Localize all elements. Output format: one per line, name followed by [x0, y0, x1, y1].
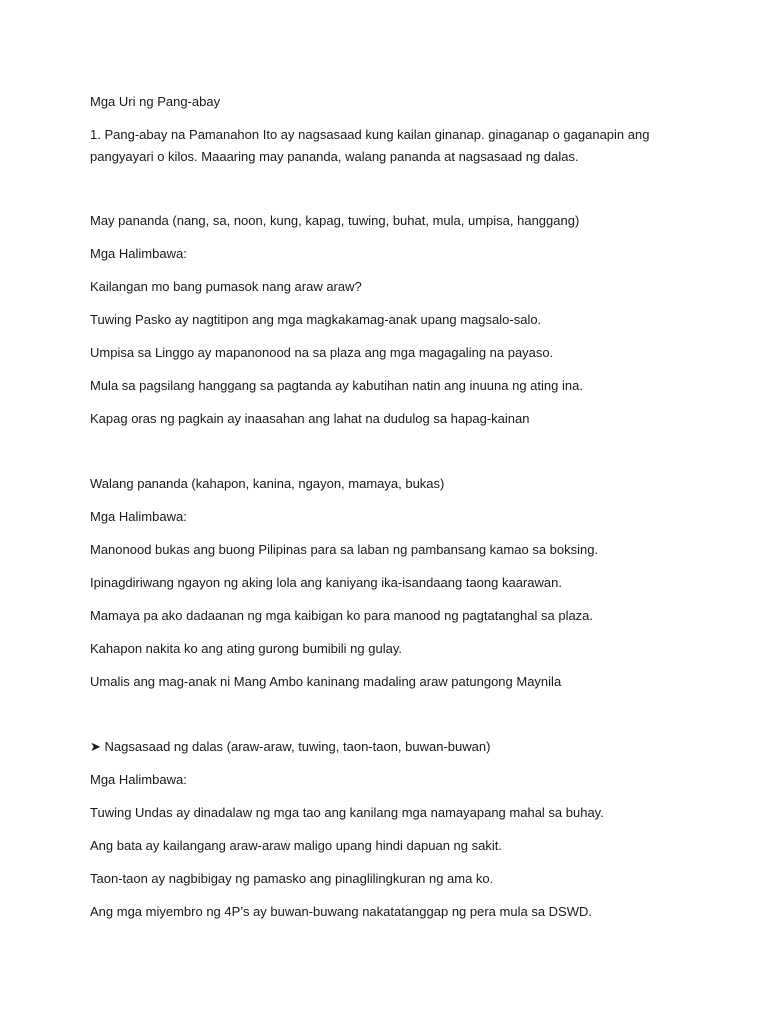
- section1-heading: May pananda (nang, sa, noon, kung, kapag, tuwing, buhat, mula, umpisa, hanggang): [90, 213, 580, 228]
- section1-example: Kapag oras ng pagkain ay inaasahan ang lahat na dudulog sa hapag-kainan: [90, 411, 530, 426]
- section3-heading-row: [90, 739, 490, 755]
- section1-example: Tuwing Pasko ay nagtitipon ang mga magkakamag-anak upang magsalo-salo.: [90, 312, 542, 327]
- section3-example: Tuwing Undas ay dinadalaw ng mga tao ang kanilang mga namayapang mahal sa buhay.: [90, 805, 604, 820]
- section2-examples-label: Mga Halimbawa:: [90, 509, 187, 524]
- intro-line-1: 1. Pang-abay na Pamanahon Ito ay nagsasaad kung kailan ginanap. ginaganap o gaganapin ang: [90, 127, 650, 142]
- section2-example: Ipinagdiriwang ngayon ng aking lola ang kaniyang ika-isandaang taong kaarawan.: [90, 575, 562, 590]
- section3-example: Taon-taon ay nagbibigay ng pamasko ang pinaglilingkuran ng ama ko.: [90, 871, 494, 886]
- section1-example: Mula sa pagsilang hanggang sa pagtanda ay kabutihan natin ang inuuna ng ating ina.: [90, 378, 583, 393]
- section3-example: Ang mga miyembro ng 4P’s ay buwan-buwang nakatatanggap ng pera mula sa DSWD.: [90, 904, 592, 919]
- section2-example: Manonood bukas ang buong Pilipinas para sa laban ng pambansang kamao sa boksing.: [90, 542, 599, 557]
- section2-example: Kahapon nakita ko ang ating gurong bumibili ng gulay.: [90, 641, 402, 656]
- section1-example: Umpisa sa Linggo ay mapanonood na sa plaza ang mga magagaling na payaso.: [90, 345, 554, 360]
- section1-example: Kailangan mo bang pumasok nang araw araw?: [90, 279, 362, 294]
- section3-heading: Nagsasaad ng dalas (araw-araw, tuwing, taon-taon, buwan-buwan): [104, 739, 491, 754]
- intro-line-2: pangyayari o kilos. Maaaring may pananda, walang pananda at nagsasaad ng dalas.: [90, 149, 579, 164]
- section2-heading: Walang pananda (kahapon, kanina, ngayon, mamaya, bukas): [90, 476, 445, 491]
- section1-examples-label: Mga Halimbawa:: [90, 246, 187, 261]
- section3-examples-label: Mga Halimbawa:: [90, 772, 187, 787]
- document-title: Mga Uri ng Pang-abay: [90, 94, 221, 109]
- section2-example: Mamaya pa ako dadaanan ng mga kaibigan ko para manood ng pagtatanghal sa plaza.: [90, 608, 594, 623]
- arrow-bullet-icon: ➤: [90, 739, 101, 754]
- section2-example: Umalis ang mag-anak ni Mang Ambo kaninang madaling araw patungong Maynila: [90, 674, 562, 689]
- section3-example: Ang bata ay kailangang araw-araw maligo upang hindi dapuan ng sakit.: [90, 838, 502, 853]
